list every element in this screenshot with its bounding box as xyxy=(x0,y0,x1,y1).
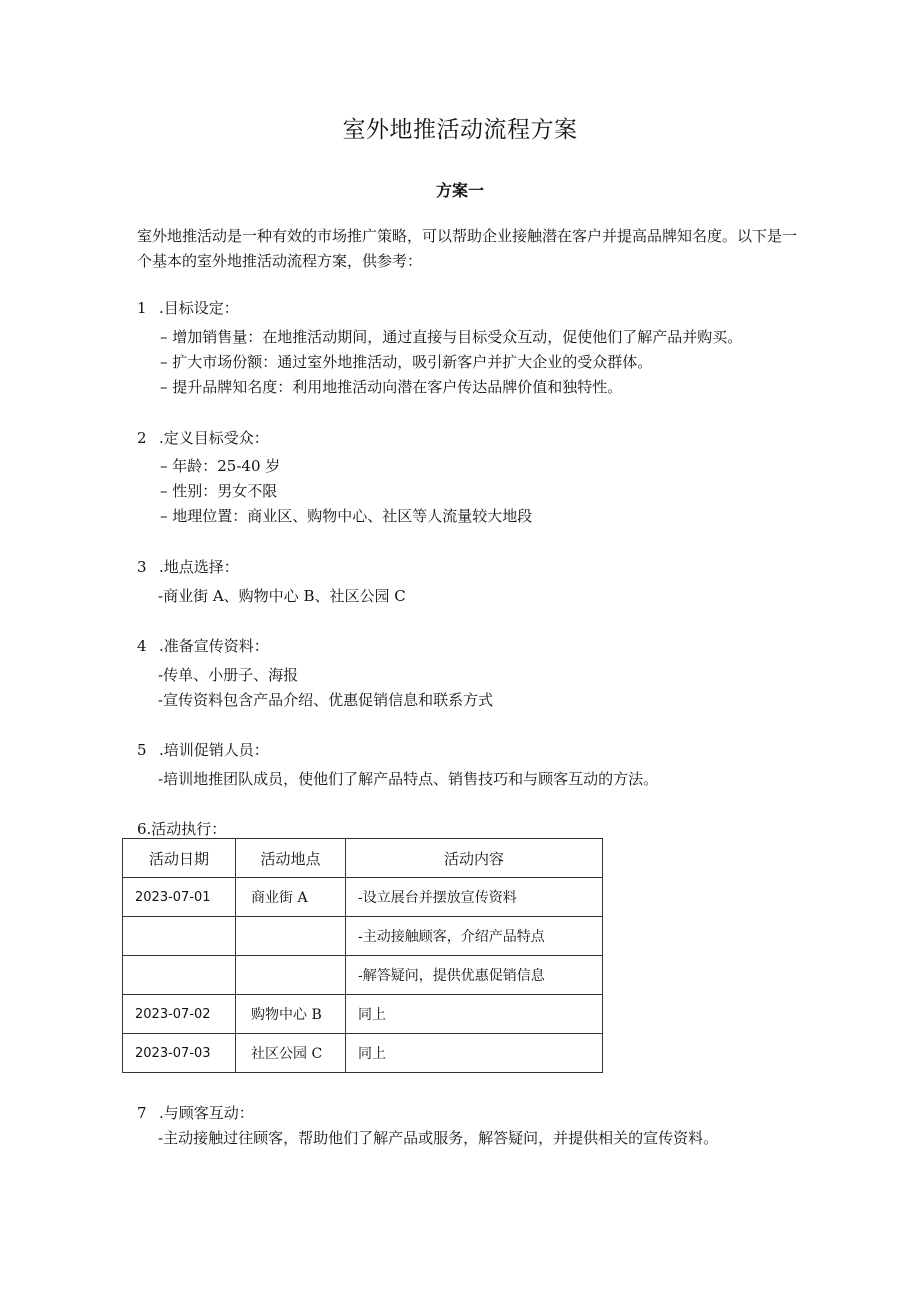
section-1-item: – 增加销售量：在地推活动期间，通过直接与目标受众互动，促使他们了解产品并购买。 xyxy=(160,328,743,346)
section-4-heading: 4 .准备宣传资料： xyxy=(137,637,269,655)
cell-location: 社区公园 C xyxy=(236,1034,346,1073)
cell-date xyxy=(123,917,236,956)
section-1-heading: 1 .目标设定： xyxy=(137,299,239,317)
cell-date: 2023-07-01 xyxy=(123,878,236,917)
cell-location xyxy=(236,917,346,956)
section-4-item: -宣传资料包含产品介绍、优惠促销信息和联系方式 xyxy=(158,691,494,709)
cell-date: 2023-07-02 xyxy=(123,995,236,1034)
cell-date xyxy=(123,956,236,995)
section-6-heading: 6.活动执行： xyxy=(137,820,227,838)
section-1-item: – 提升品牌知名度：利用地推活动向潜在客户传达品牌价值和独特性。 xyxy=(160,378,623,396)
section-5-heading: 5 .培训促销人员： xyxy=(137,741,269,759)
cell-date: 2023-07-03 xyxy=(123,1034,236,1073)
cell-content: -解答疑问，提供优惠促销信息 xyxy=(346,956,603,995)
column-header-content: 活动内容 xyxy=(346,839,603,878)
cell-location: 购物中心 B xyxy=(236,995,346,1034)
cell-location: 商业街 A xyxy=(236,878,346,917)
section-3-item: -商业街 A、购物中心 B、社区公园 C xyxy=(158,587,406,605)
column-header-location: 活动地点 xyxy=(236,839,346,878)
cell-content: 同上 xyxy=(346,995,603,1034)
activity-table xyxy=(122,838,603,1073)
cell-content: -主动接触顾客，介绍产品特点 xyxy=(346,917,603,956)
section-4-item: -传单、小册子、海报 xyxy=(158,666,299,684)
section-3-heading: 3 .地点选择： xyxy=(137,558,239,576)
cell-content: 同上 xyxy=(346,1034,603,1073)
section-5-item: -培训地推团队成员，使他们了解产品特点、销售技巧和与顾客互动的方法。 xyxy=(158,770,659,788)
document-title: 室外地推活动流程方案 xyxy=(342,117,578,143)
section-2-item: – 年龄：25-40 岁 xyxy=(160,457,281,475)
table-header-row xyxy=(123,839,603,878)
table-row xyxy=(123,995,603,1034)
table-row xyxy=(123,917,603,956)
section-7-heading: 7 .与顾客互动： xyxy=(137,1104,254,1122)
column-header-date: 活动日期 xyxy=(123,839,236,878)
cell-content: -设立展台并摆放宣传资料 xyxy=(346,878,603,917)
table-row xyxy=(123,956,603,995)
section-7-item: -主动接触过往顾客，帮助他们了解产品或服务，解答疑问，并提供相关的宣传资料。 xyxy=(158,1129,719,1147)
cell-location xyxy=(236,956,346,995)
intro-paragraph: 室外地推活动是一种有效的市场推广策略，可以帮助企业接触潜在客户并提高品牌知名度。以下是一个基本的室外地推活动流程方案，供参考： xyxy=(137,227,798,270)
section-2-heading: 2 .定义目标受众： xyxy=(137,429,269,447)
section-2-item: – 地理位置：商业区、购物中心、社区等人流量较大地段 xyxy=(160,507,533,525)
plan-subtitle: 方案一 xyxy=(435,181,484,200)
section-1-item: – 扩大市场份额：通过室外地推活动，吸引新客户并扩大企业的受众群体。 xyxy=(160,353,653,371)
table-row xyxy=(123,1034,603,1073)
table-row xyxy=(123,878,603,917)
section-2-item: – 性别：男女不限 xyxy=(160,482,278,500)
